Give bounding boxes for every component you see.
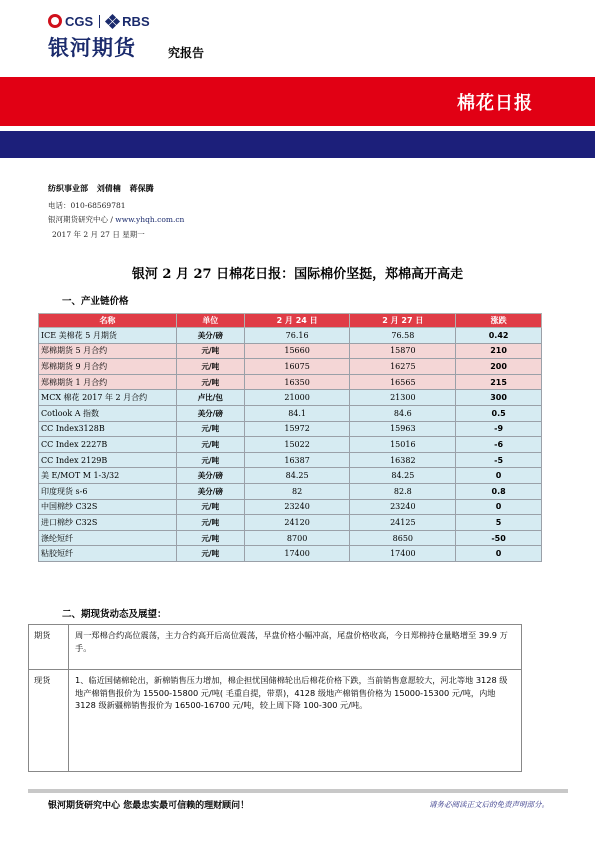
- table-cell: 印度现货 s-6: [39, 483, 177, 499]
- department: 纺织事业部: [48, 184, 88, 193]
- table-cell: 0.42: [456, 328, 542, 344]
- table-row: [39, 359, 542, 375]
- table-cell: 卢比/包: [176, 390, 244, 406]
- table-cell: 5: [456, 515, 542, 531]
- table-cell: 76.16: [244, 328, 350, 344]
- price-table-header: [39, 314, 542, 328]
- table-row: [39, 437, 542, 453]
- table-row: [39, 515, 542, 531]
- table-cell: 16387: [244, 452, 350, 468]
- table-cell: 元/吨: [176, 359, 244, 375]
- blue-banner: [0, 131, 595, 158]
- table-cell: 0.5: [456, 405, 542, 421]
- table-cell: 元/吨: [176, 499, 244, 515]
- table-cell: 21000: [244, 390, 350, 406]
- table-cell: -9: [456, 421, 542, 437]
- table-cell: 200: [456, 359, 542, 375]
- table-cell: CC Index 2227B: [39, 437, 177, 453]
- table-row: [39, 343, 542, 359]
- cgs-text: CGS: [65, 13, 94, 29]
- table-cell: 8650: [350, 530, 456, 546]
- table-cell: 0: [456, 499, 542, 515]
- table-cell: -6: [456, 437, 542, 453]
- table-cell: 郑棉期货 5 月合约: [39, 343, 177, 359]
- table-cell: 84.1: [244, 405, 350, 421]
- table-row: [39, 421, 542, 437]
- cgs-logo-icon: [48, 14, 62, 28]
- headline: 银河 2 月 27 日棉花日报：国际棉价坚挺，郑棉高开高走: [131, 267, 464, 282]
- col-header: 2 月 27 日: [350, 314, 456, 328]
- table-cell: 82.8: [350, 483, 456, 499]
- table-cell: 84.25: [350, 468, 456, 484]
- table-cell: 15963: [350, 421, 456, 437]
- price-table: [38, 313, 542, 562]
- table-cell: CC Index3128B: [39, 421, 177, 437]
- col-header: 单位: [176, 314, 244, 328]
- table-cell: 24120: [244, 515, 350, 531]
- table-cell: 0: [456, 546, 542, 562]
- table-cell: 84.6: [350, 405, 456, 421]
- table-cell: 300: [456, 390, 542, 406]
- table-row: [39, 390, 542, 406]
- rbs-text: RBS: [122, 13, 150, 29]
- table-cell: 23240: [350, 499, 456, 515]
- table-cell: 元/吨: [176, 421, 244, 437]
- table-cell: -5: [456, 452, 542, 468]
- col-header: 2 月 24 日: [244, 314, 350, 328]
- title-banner: [0, 77, 595, 126]
- table-cell: 美分/磅: [176, 483, 244, 499]
- table-row: [29, 670, 522, 772]
- table-cell: 美分/磅: [176, 468, 244, 484]
- table-cell: 21300: [350, 390, 456, 406]
- table-cell: 15022: [244, 437, 350, 453]
- table-cell: 美分/磅: [176, 328, 244, 344]
- authors-line: [48, 183, 160, 194]
- author-2: 蒋保腾: [129, 184, 154, 193]
- table-cell: CC Index 2129B: [39, 452, 177, 468]
- section-1-title: 一、产业链价格: [62, 296, 129, 307]
- table-cell: 8700: [244, 530, 350, 546]
- table-row: [39, 374, 542, 390]
- table-row: [39, 499, 542, 515]
- table-cell: 23240: [244, 499, 350, 515]
- table-cell: Cotlook A 指数: [39, 405, 177, 421]
- futures-label: 期货: [29, 625, 69, 670]
- table-cell: 元/吨: [176, 546, 244, 562]
- futures-text: 周一郑棉合约高位震荡，主力合约高开后高位震荡，早盘价格小幅冲高，尾盘价格收高，今日郑棉持仓量略增至 39.9 万手。: [69, 625, 522, 670]
- table-cell: -50: [456, 530, 542, 546]
- brand-name: 银河期货: [48, 36, 136, 60]
- footer-divider: [28, 789, 568, 793]
- spot-label: 现货: [29, 670, 69, 772]
- author-1: 刘倩楠: [96, 184, 121, 193]
- table-cell: 美 E/MOT M 1-3/32: [39, 468, 177, 484]
- footer-disclaimer: 请务必阅读正文后的免责声明部分。: [429, 800, 549, 809]
- report-title: 棉花日报: [457, 93, 533, 114]
- table-cell: 元/吨: [176, 437, 244, 453]
- website-link[interactable]: www.yhqh.com.cn: [115, 215, 185, 224]
- table-cell: 元/吨: [176, 343, 244, 359]
- market-dynamics-table: [28, 624, 522, 772]
- footer-slogan: 银河期货研究中心 您最忠实最可信赖的理财顾问！: [48, 801, 250, 811]
- table-row: [39, 468, 542, 484]
- research-center-line: 银河期货研究中心 / www.yhqh.com.cn: [48, 215, 185, 224]
- brand-subtitle: 究报告: [168, 46, 205, 60]
- table-cell: 17400: [244, 546, 350, 562]
- table-cell: ICE 美棉花 5 月期货: [39, 328, 177, 344]
- table-cell: 15016: [350, 437, 456, 453]
- table-cell: MCX 棉花 2017 年 2 月合约: [39, 390, 177, 406]
- table-cell: 16382: [350, 452, 456, 468]
- section-2-title: 二、期现货动态及展望：: [62, 609, 167, 620]
- company-logo: [48, 12, 150, 30]
- table-cell: 16565: [350, 374, 456, 390]
- col-header: 名称: [39, 314, 177, 328]
- table-cell: 82: [244, 483, 350, 499]
- table-cell: 美分/磅: [176, 405, 244, 421]
- table-cell: 15972: [244, 421, 350, 437]
- table-cell: 76.58: [350, 328, 456, 344]
- table-cell: 16075: [244, 359, 350, 375]
- table-cell: 郑棉期货 1 月合约: [39, 374, 177, 390]
- table-cell: 郑棉期货 9 月合约: [39, 359, 177, 375]
- rbs-logo-icon: [106, 15, 119, 28]
- table-cell: 元/吨: [176, 530, 244, 546]
- table-cell: 215: [456, 374, 542, 390]
- table-cell: 元/吨: [176, 452, 244, 468]
- table-cell: 粘胶短纤: [39, 546, 177, 562]
- table-cell: 0: [456, 468, 542, 484]
- col-header: 涨跌: [456, 314, 542, 328]
- table-cell: 16275: [350, 359, 456, 375]
- table-cell: 涤纶短纤: [39, 530, 177, 546]
- table-row: [39, 530, 542, 546]
- table-cell: 84.25: [244, 468, 350, 484]
- table-cell: 17400: [350, 546, 456, 562]
- table-cell: 210: [456, 343, 542, 359]
- table-row: [39, 546, 542, 562]
- spot-text: 1、临近国储棉轮出，新棉销售压力增加，棉企担忧国储棉轮出后棉花价格下跌，当前销售意愿较大，河北等地 3128 级地产棉销售报价为 15500-15800 元/吨( 毛重自提，带票)，4128 级地产棉销售价格为 15000-15300 元/吨，内地 3128 级新疆棉销售报价为 16500-16700 元/吨，较上周下降 100-300 元/吨。: [69, 670, 522, 772]
- table-cell: 进口棉纱 C32S: [39, 515, 177, 531]
- table-cell: 15660: [244, 343, 350, 359]
- table-cell: 中国棉纱 C32S: [39, 499, 177, 515]
- table-row: [39, 483, 542, 499]
- table-cell: 元/吨: [176, 515, 244, 531]
- table-cell: 24125: [350, 515, 456, 531]
- table-row: [29, 625, 522, 670]
- table-row: [39, 405, 542, 421]
- table-cell: 0.8: [456, 483, 542, 499]
- table-cell: 元/吨: [176, 374, 244, 390]
- table-cell: 15870: [350, 343, 456, 359]
- phone: 电话：010-68569781: [48, 201, 126, 210]
- table-row: [39, 328, 542, 344]
- table-cell: 16350: [244, 374, 350, 390]
- table-row: [39, 452, 542, 468]
- report-date: 2017 年 2 月 27 日 星期一: [52, 230, 145, 239]
